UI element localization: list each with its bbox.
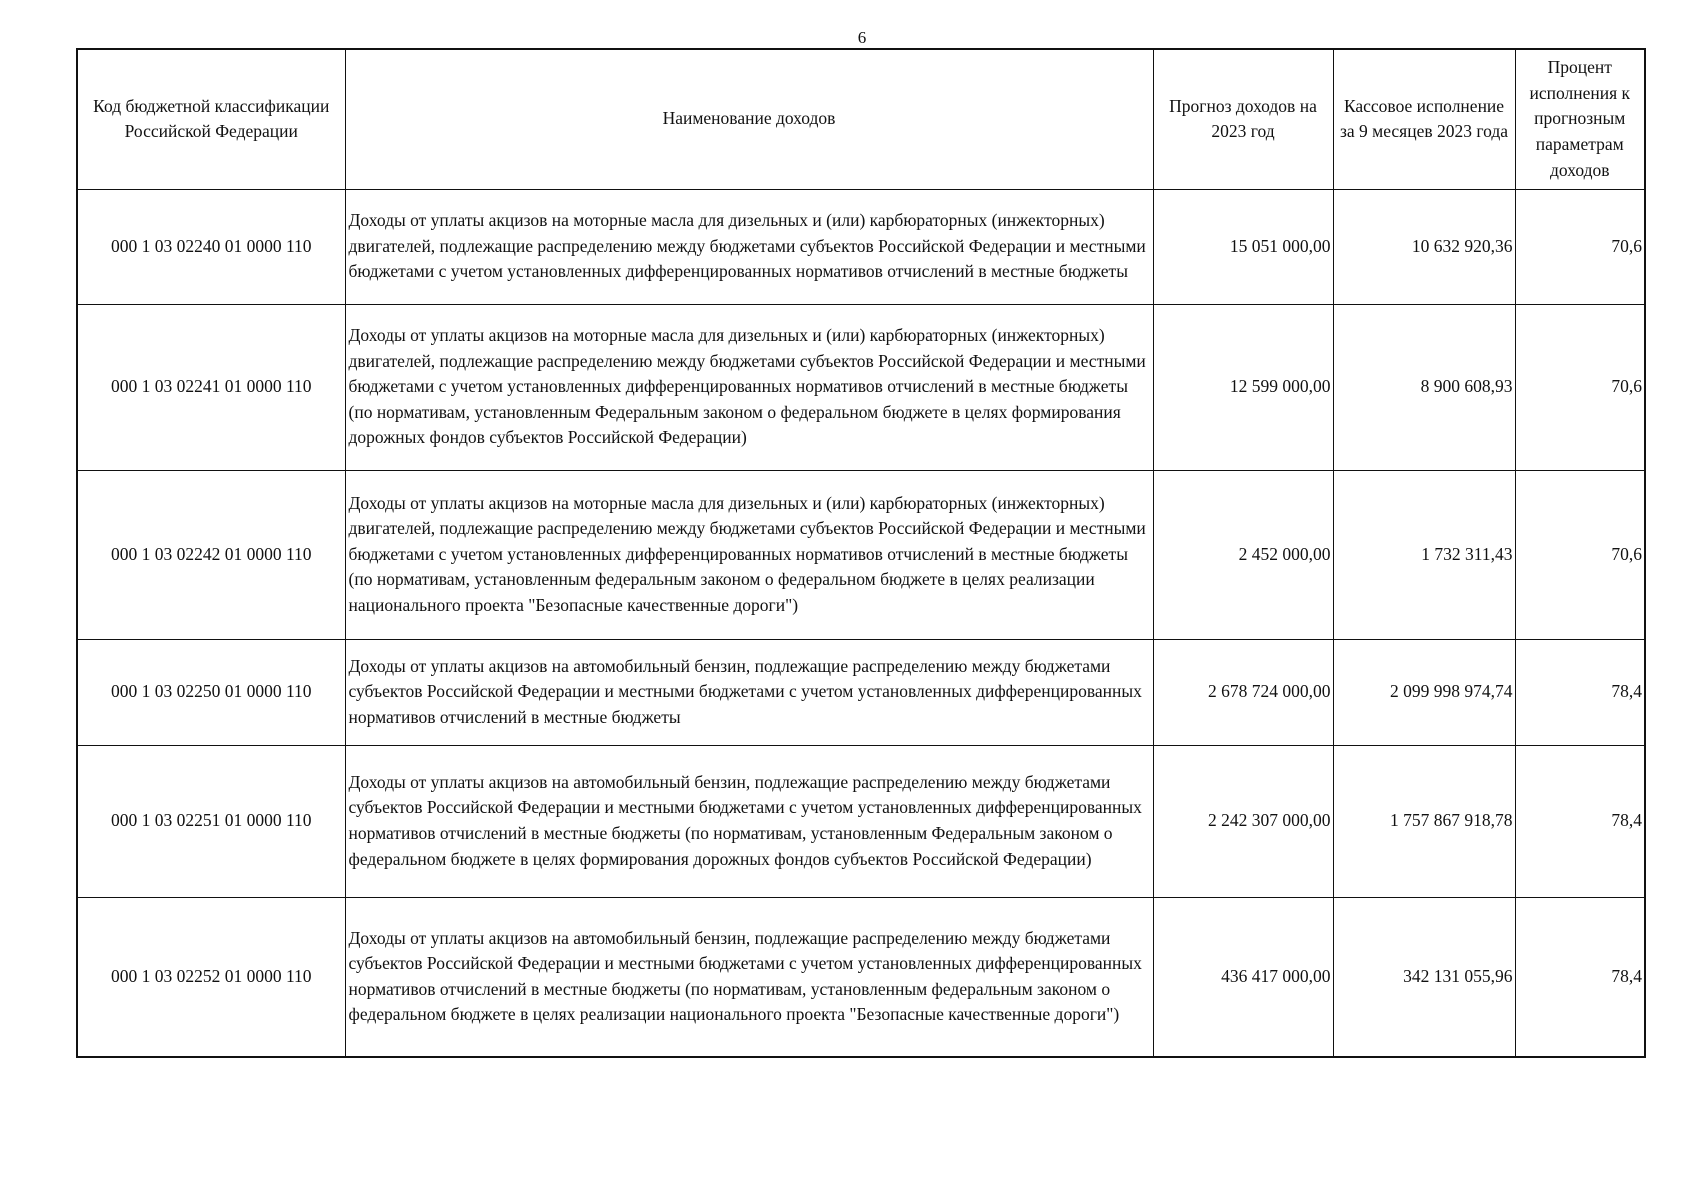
table-row xyxy=(77,745,1645,897)
row-percent: 70,6 xyxy=(1515,189,1645,304)
row-percent: 78,4 xyxy=(1515,745,1645,897)
table-row xyxy=(77,470,1645,639)
row-percent: 78,4 xyxy=(1515,897,1645,1057)
row-fact: 342 131 055,96 xyxy=(1333,897,1515,1057)
row-name: Доходы от уплаты акцизов на моторные масла для дизельных и (или) карбюраторных (инжекторных) двигателей, подлежащие распределению между бюджетами субъектов Российской Федерации и местными бюджетами с учетом установленных дифференцированных нормативов отчислений в местные бюджеты xyxy=(345,189,1153,304)
table-header-row xyxy=(77,49,1645,189)
page-number: 6 xyxy=(857,28,867,47)
row-fact: 8 900 608,93 xyxy=(1333,304,1515,470)
row-fact: 1 757 867 918,78 xyxy=(1333,745,1515,897)
row-percent: 78,4 xyxy=(1515,639,1645,745)
row-code: 000 1 03 02241 01 0000 110 xyxy=(77,304,345,470)
row-plan: 2 678 724 000,00 xyxy=(1153,639,1333,745)
row-plan: 2 452 000,00 xyxy=(1153,470,1333,639)
row-code: 000 1 03 02240 01 0000 110 xyxy=(77,189,345,304)
table-row xyxy=(77,639,1645,745)
row-plan: 2 242 307 000,00 xyxy=(1153,745,1333,897)
row-fact: 10 632 920,36 xyxy=(1333,189,1515,304)
row-name: Доходы от уплаты акцизов на моторные масла для дизельных и (или) карбюраторных (инжекторных) двигателей, подлежащие распределению между бюджетами субъектов Российской Федерации и местными бюджетами с учетом установленных дифференцированных нормативов отчислений в местные бюджеты (по нормативам, установленным Федеральным законом о федеральном бюджете в целях формирования дорожных фондов субъектов Российской Федерации) xyxy=(345,304,1153,470)
table-row xyxy=(77,189,1645,304)
row-code: 000 1 03 02250 01 0000 110 xyxy=(77,639,345,745)
row-code: 000 1 03 02251 01 0000 110 xyxy=(77,745,345,897)
row-name: Доходы от уплаты акцизов на автомобильный бензин, подлежащие распределению между бюджетами субъектов Российской Федерации и местными бюджетами с учетом установленных дифференцированных нормативов отчислений в местные бюджеты (по нормативам, установленным Федеральным законом о федеральном бюджете в целях формирования дорожных фондов субъектов Российской Федерации) xyxy=(345,745,1153,897)
row-plan: 12 599 000,00 xyxy=(1153,304,1333,470)
row-code: 000 1 03 02252 01 0000 110 xyxy=(77,897,345,1057)
header-code: Код бюджетной классификации Российской Федерации xyxy=(77,49,345,189)
row-fact: 1 732 311,43 xyxy=(1333,470,1515,639)
row-plan: 436 417 000,00 xyxy=(1153,897,1333,1057)
revenue-table xyxy=(76,48,1646,1058)
row-plan: 15 051 000,00 xyxy=(1153,189,1333,304)
row-fact: 2 099 998 974,74 xyxy=(1333,639,1515,745)
row-name: Доходы от уплаты акцизов на моторные масла для дизельных и (или) карбюраторных (инжекторных) двигателей, подлежащие распределению между бюджетами субъектов Российской Федерации и местными бюджетами с учетом установленных дифференцированных нормативов отчислений в местные бюджеты (по нормативам, установленным федеральным законом о федеральном бюджете в целях реализации национального проекта "Безопасные качественные дороги") xyxy=(345,470,1153,639)
row-percent: 70,6 xyxy=(1515,304,1645,470)
row-percent: 70,6 xyxy=(1515,470,1645,639)
header-name: Наименование доходов xyxy=(345,49,1153,189)
header-percent: Процент исполнения к прогнозным параметрам доходов xyxy=(1515,49,1645,189)
header-fact: Кассовое исполнение за 9 месяцев 2023 года xyxy=(1333,49,1515,189)
table-row xyxy=(77,897,1645,1057)
row-name: Доходы от уплаты акцизов на автомобильный бензин, подлежащие распределению между бюджетами субъектов Российской Федерации и местными бюджетами с учетом установленных дифференцированных нормативов отчислений в местные бюджеты (по нормативам, установленным федеральным законом о федеральном бюджете в целях реализации национального проекта "Безопасные качественные дороги") xyxy=(345,897,1153,1057)
row-code: 000 1 03 02242 01 0000 110 xyxy=(77,470,345,639)
header-plan: Прогноз доходов на 2023 год xyxy=(1153,49,1333,189)
row-name: Доходы от уплаты акцизов на автомобильный бензин, подлежащие распределению между бюджетами субъектов Российской Федерации и местными бюджетами с учетом установленных дифференцированных нормативов отчислений в местные бюджеты xyxy=(345,639,1153,745)
table-row xyxy=(77,304,1645,470)
